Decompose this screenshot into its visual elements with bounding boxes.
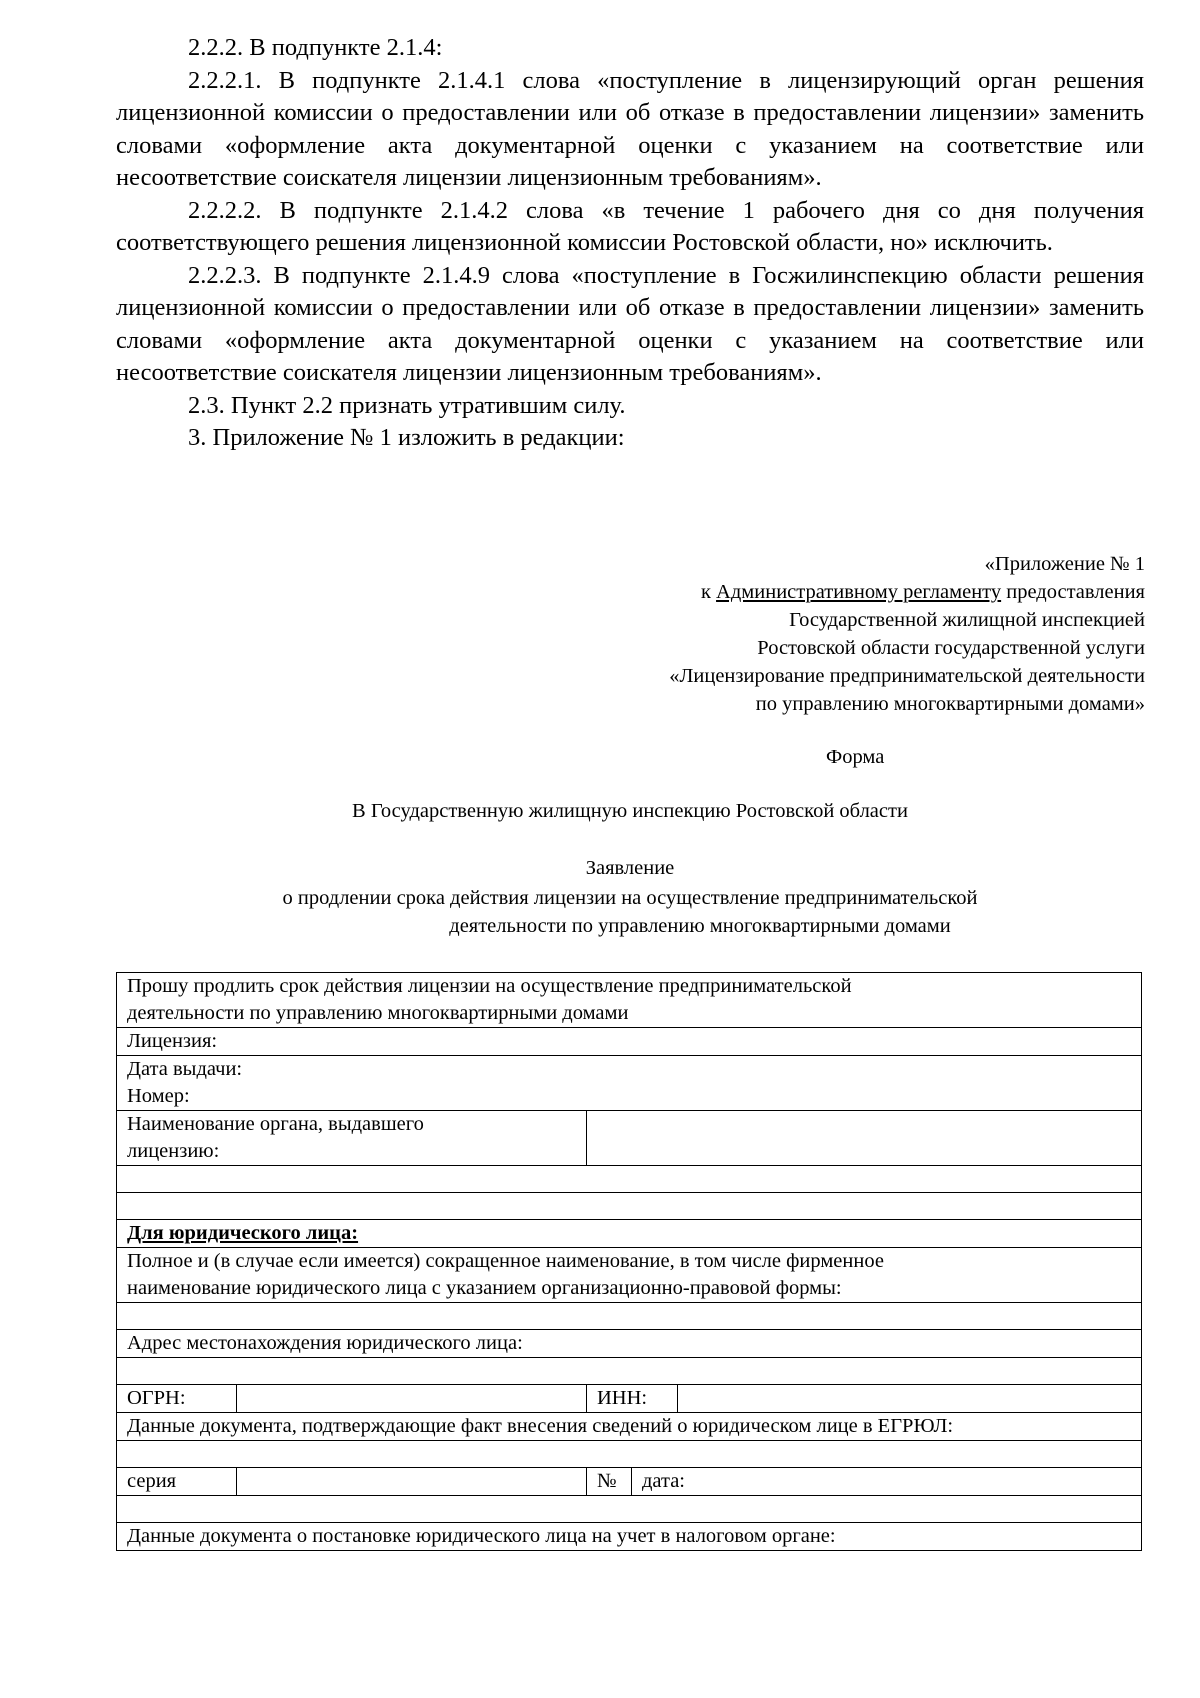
egrul-field[interactable] [117,1441,1142,1468]
entity-name-field[interactable] [117,1303,1142,1330]
tax-registration-label: Данные документа о постановке юридического лица на учет в налоговом органе: [117,1523,1142,1551]
appendix-line: Ростовской области государственной услуги [757,637,1145,659]
paragraph-3: 3. Приложение № 1 изложить в редакции: [188,424,625,451]
address-label: Адрес местонахождения юридического лица: [117,1330,1142,1358]
paragraph-2-2-2-2: 2.2.2.2. В подпункте 2.1.4.2 слова «в течение 1 рабочего дня со дня получения соответствующего решения лицензионной комиссии Ростовской области, но» исключить. [116,196,1144,256]
appendix-line: по управлению многоквартирными домами» [755,693,1145,715]
egrul-label: Данные документа, подтверждающие факт внесения сведений о юридическом лице в ЕГРЮЛ: [117,1413,1142,1441]
document-body [116,32,1144,455]
paragraph-2-2-2-3: 2.2.2.3. В подпункте 2.1.4.9 слова «поступление в Госжилинспекцию области решения лицензионной комиссии о предоставлении или об отказе в предоставлении лицензии» заменить словами «оформление акта документарной оценки с указанием на соответствие или несоответствие соискателя лицензии лицензионным требованиям». [116,261,1144,386]
appendix-line: Государственной жилищной инспекцией [789,609,1145,631]
table-row [117,1303,1142,1330]
series-label: серия [117,1468,237,1496]
form-label: Форма [826,746,885,768]
ogrn-field[interactable] [237,1385,587,1413]
table-row [117,1220,1142,1248]
regulation-link[interactable]: Административному регламенту [716,581,1002,603]
appendix-line: «Приложение № 1 [984,553,1145,575]
table-row [117,1056,1142,1111]
table-row [117,1441,1142,1468]
table-row [117,1385,1142,1413]
appendix-header [669,550,1145,718]
blank-field[interactable] [117,1193,1142,1220]
paragraph-2-2-2-1: 2.2.2.1. В подпункте 2.1.4.1 слова «поступление в лицензирующий орган решения лицензионной комиссии о предоставлении или об отказе в предоставлении лицензии» заменить словами «оформление акта документарной оценки с указанием на соответствие или несоответствие соискателя лицензии лицензионным требованиям». [116,66,1144,191]
table-row [117,1468,1142,1496]
paragraph-2-3: 2.3. Пункт 2.2 признать утратившим силу. [188,391,626,419]
table-row [117,973,1142,1028]
issuer-label: Наименование органа, выдавшего лицензию: [117,1111,587,1166]
entity-name-label: Полное и (в случае если имеется) сокращенное наименование, в том числе фирменное наименование юридического лица с указанием организационно-правовой формы: [117,1248,1142,1303]
table-row [117,1413,1142,1441]
blank-field[interactable] [117,1166,1142,1193]
date-field[interactable]: дата: [632,1468,1142,1496]
series-field[interactable] [237,1468,587,1496]
statement-subtitle: о продлении срока действия лицензии на осуществление предпринимательской деятельности по управлению многоквартирными домами [282,887,978,937]
table-row [117,1111,1142,1166]
address-field[interactable] [117,1358,1142,1385]
application-form-table [116,972,1142,1551]
legal-entity-heading: Для юридического лица: [117,1220,1142,1248]
table-row [117,1193,1142,1220]
request-cell: Прошу продлить срок действия лицензии на осуществление предпринимательской деятельности по управлению многоквартирными домами [117,973,1142,1028]
issue-date-number-field[interactable]: Дата выдачи: Номер: [117,1056,1142,1111]
paragraph-2-2-2: 2.2.2. В подпункте 2.1.4: [188,34,443,61]
table-row [117,1330,1142,1358]
inn-label: ИНН: [587,1385,678,1413]
appendix-line: «Лицензирование предпринимательской деятельности [669,665,1145,687]
statement-title: Заявление [585,857,675,879]
appendix-line: к Административному регламенту предоставления [700,581,1145,603]
addressee: В Государственную жилищную инспекцию Ростовской области [352,800,908,822]
table-row [117,1248,1142,1303]
license-field[interactable]: Лицензия: [117,1028,1142,1056]
table-row [117,1496,1142,1523]
issuer-field[interactable] [587,1111,1142,1166]
ogrn-label: ОГРН: [117,1385,237,1413]
table-row [117,1166,1142,1193]
table-row [117,1358,1142,1385]
number-label: № [587,1468,632,1496]
inn-field[interactable] [678,1385,1142,1413]
table-row [117,1028,1142,1056]
blank-field[interactable] [117,1496,1142,1523]
table-row [117,1523,1142,1551]
